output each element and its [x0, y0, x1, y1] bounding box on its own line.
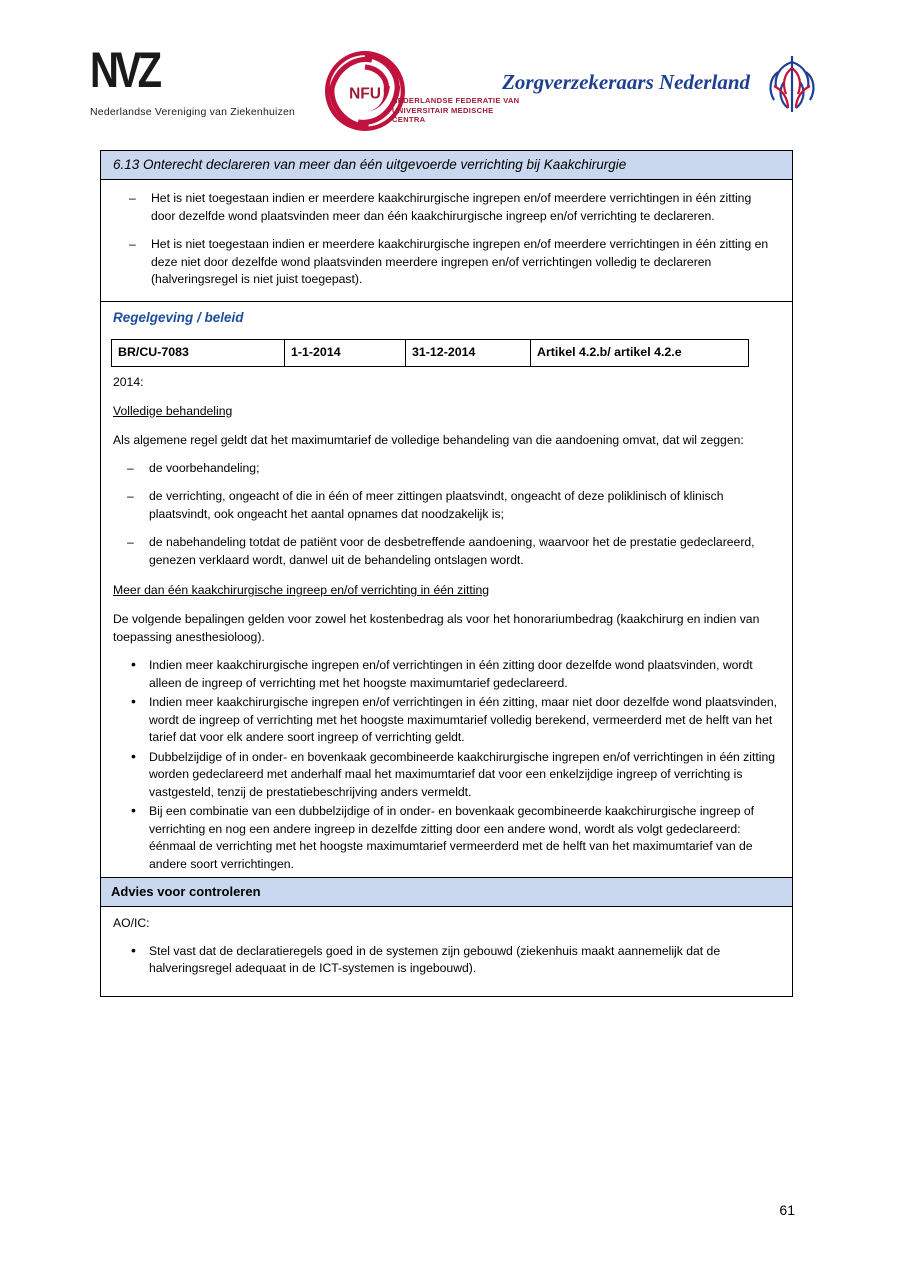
- list-item: – de nabehandeling totdat de patiënt voor de desbetreffende aandoening, waarvoor het de prestatie gedeclareerd, genezen verklaard wordt, danwel uit de behandeling ontslagen wordt.: [113, 534, 778, 569]
- table-row: [112, 339, 749, 366]
- zn-wordmark: Zorgverzekeraars Nederland: [502, 70, 750, 94]
- sub1-heading: Volledige behandeling: [113, 403, 233, 418]
- list-item: – de voorbehandeling;: [113, 460, 778, 478]
- year-label: 2014:: [113, 374, 144, 389]
- nfu-logo: [322, 48, 522, 138]
- list-item: – Het is niet toegestaan indien er meerdere kaakchirurgische ingrepen en/of meerdere verrichtingen in één zitting en deze niet door dezelfde wond plaatsvinden meerdere ingrepen en/of verrichtingen volledig te declareren (halveringsregel is niet juist toegepast).: [115, 236, 778, 289]
- advice-label: AO/IC:: [113, 916, 150, 930]
- list-item: • Indien meer kaakchirurgische ingrepen en/of verrichtingen in één zitting door dezelfde wond plaatsvinden, wordt alleen de ingreep of verrichting met het hoogste maximumtarief gedeclareerd.: [113, 657, 778, 692]
- nfu-abbr-text: NFU: [349, 85, 381, 103]
- reg-end-date: 31-12-2014: [406, 339, 531, 366]
- reg-article: Artikel 4.2.b/ artikel 4.2.e: [531, 339, 749, 366]
- list-item: • Bij een combinatie van een dubbelzijdige of in onder- en bovenkaak gecombineerde kaakchirurgische ingreep of verrichting en nog een andere ingreep in dezelfde zitting door een andere wond, wordt als volgt gedeclareerd: éénmaal de verrichting met het hoogste maximumtarief vermeerderd met de helft van het maximumtarief van de andere soort verrichtingen.: [113, 803, 778, 873]
- list-item: • Stel vast dat de declaratieregels goed in de systemen zijn gebouwd (ziekenhuis maakt aannemelijk dat de halveringsregel adequaat in de ICT-systemen is ingebouwd).: [113, 943, 778, 978]
- sub2-intro: De volgende bepalingen gelden voor zowel het kostenbedrag als voor het honorariumbedrag (kaakchirurg en indien van toepassing anesthesioloog).: [113, 612, 760, 644]
- page-header: [0, 0, 900, 150]
- nfu-line-1: NEDERLANDSE FEDERATIE VAN: [392, 96, 520, 105]
- nvz-logo: [90, 42, 320, 118]
- regelgeving-heading: Regelgeving / beleid: [101, 301, 792, 331]
- section-title: 6.13 Onterecht declareren van meer dan één uitgevoerde verrichting bij Kaakchirurgie: [101, 151, 792, 180]
- list-item: • Indien meer kaakchirurgische ingrepen en/of verrichtingen in één zitting, maar niet door dezelfde wond plaatsvinden, wordt de ingreep of verrichting met het hoogste maximumtarief volledig berekend, vermeerderd met de helft van het tarief dat voor elk andere soort ingreep of verrichting geldt.: [113, 694, 778, 747]
- regulation-table: [111, 339, 749, 367]
- sub1-intro: Als algemene regel geldt dat het maximumtarief de volledige behandeling van die aandoening omvat, dat wil zeggen:: [113, 432, 744, 447]
- intro-list: [115, 190, 778, 289]
- sub2-heading: Meer dan één kaakchirurgische ingreep en/of verrichting in één zitting: [113, 583, 489, 597]
- list-item: – Het is niet toegestaan indien er meerdere kaakchirurgische ingrepen en/of meerdere verrichtingen in één zitting door dezelfde wond plaatsvinden meer dan één kaakchirurgische ingreep en/of verrichting te declareren.: [115, 190, 778, 225]
- nvz-wordmark: NVZ: [90, 43, 158, 99]
- reg-code: BR/CU-7083: [112, 339, 285, 366]
- advice-list: [113, 943, 778, 978]
- list-item: – de verrichting, ongeacht of die in één of meer zittingen plaatsvindt, ongeacht of deze poliklinisch of klinisch plaatsvindt, ook ongeacht het aantal opnames dat noodzakelijk is;: [113, 488, 778, 523]
- advice-body: [101, 907, 792, 996]
- nfu-fullname: [392, 96, 527, 125]
- advice-heading: Advies voor controleren: [101, 877, 792, 907]
- zn-logo: [502, 52, 822, 132]
- regulation-table-wrap: [101, 331, 792, 367]
- regelgeving-body: [101, 367, 792, 878]
- sub1-list: [113, 460, 778, 570]
- sub2-list: [113, 657, 778, 873]
- nvz-tagline: Nederlandse Vereniging van Ziekenhuizen: [90, 106, 296, 118]
- reg-start-date: 1-1-2014: [285, 339, 406, 366]
- page-number: 61: [779, 1202, 795, 1218]
- zn-emblem-icon: [762, 52, 822, 118]
- control-point-card: [100, 150, 793, 997]
- list-item: • Dubbelzijdige of in onder- en bovenkaak gecombineerde kaakchirurgische ingrepen en/of verrichtingen in één zitting worden gedeclareerd met anderhalf maal het maximumtarief dat voor een enkelzijdige ingreep of verrichting is vastgesteld, tenzij de prestatiebeschrijving anders vermeldt.: [113, 749, 778, 802]
- nfu-line-2: UNIVERSITAIR MEDISCHE CENTRA: [392, 105, 494, 124]
- section-intro: [101, 180, 792, 301]
